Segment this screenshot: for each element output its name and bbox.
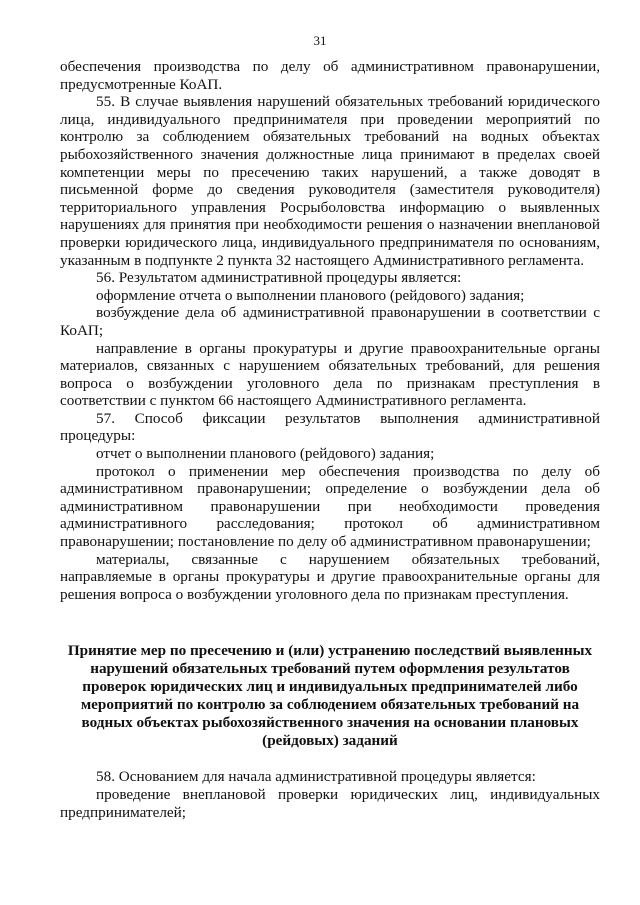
paragraphs-after	[60, 768, 600, 821]
paragraph-57: 57. Способ фиксации результатов выполнения административной процедуры:	[60, 409, 600, 445]
paragraph-56: 56. Результатом административной процедуры является:	[96, 269, 462, 287]
section-heading: Принятие мер по пресечению и (или) устранению последствий выявленных нарушений обязательных требований путем оформления результатов проверок юридических лиц и индивидуальных предпринимателей либо мероприятий по контролю за соблюдением обязательных требований на водных объектах рыбохозяйственного значения на основании плановых (рейдовых) заданий	[67, 642, 593, 750]
paragraph-55: 55. В случае выявления нарушений обязательных требований юридического лица, индивидуального предпринимателя при проведении мероприятий по контролю за соблюдением обязательных требований на водных объектах рыбохозяйственного значения должностные лица принимают в пределах своей компетенции меры по пресечению таких нарушений, а также доводят в письменной форме до сведения руководителя (заместителя руководителя) территориального управления Росрыболовства информацию о выявленных нарушениях для принятия при необходимости решения о назначении внеплановой проверки юридического лица, индивидуального предпринимателя по основаниям, указанным в подпункте 2 пункта 32 настоящего Административного регламента.	[60, 93, 600, 269]
paragraph: протокол о применении мер обеспечения производства по делу об административном правонарушении; определение о возбуждении дела об административном правонарушении при необходимости проведения административного расследования; протокол об административном правонарушении; постановление по делу об административном правонарушении;	[60, 462, 600, 551]
paragraph: отчет о выполнении планового (рейдового) задания;	[96, 445, 435, 463]
paragraphs-before	[60, 58, 600, 603]
paragraph: возбуждение дела об административной правонарушении в соответствии с КоАП;	[60, 304, 600, 339]
paragraph: проведение внеплановой проверки юридических лиц, индивидуальных предпринимателей;	[60, 786, 600, 821]
page-number: 31	[313, 33, 327, 48]
paragraph: обеспечения производства по делу об административном правонарушении, предусмотренные КоАП.	[60, 58, 600, 93]
paragraph: материалы, связанные с нарушением обязательных требований, направляемые в органы прокуратуры и другие правоохранительные органы для решения вопроса о возбуждении уголовного дела по признакам преступления.	[60, 550, 600, 603]
paragraph: направление в органы прокуратуры и другие правоохранительные органы материалов, связанных с нарушением обязательных требований, для решения вопроса о возбуждении уголовного дела по признакам преступления в соответствии с пунктом 66 настоящего Административного регламента.	[60, 339, 600, 410]
document-body	[60, 58, 600, 821]
paragraph-58: 58. Основанием для начала административной процедуры является:	[96, 768, 536, 786]
paragraph: оформление отчета о выполнении планового (рейдового) задания;	[96, 286, 525, 304]
